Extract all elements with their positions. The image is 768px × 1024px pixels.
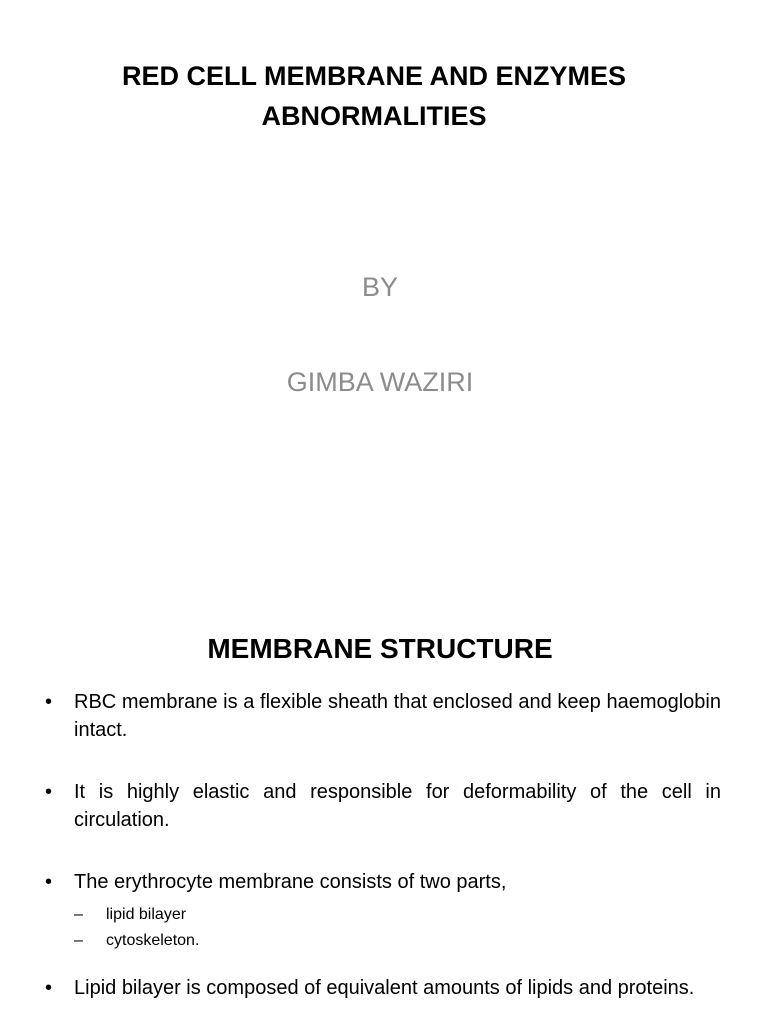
bullet-item bbox=[45, 868, 721, 896]
bullet-dot-icon: • bbox=[45, 781, 53, 803]
bullet-text: The erythrocyte membrane consists of two parts, bbox=[74, 871, 507, 893]
bullet-dot-icon: • bbox=[45, 977, 53, 999]
bullet-item bbox=[45, 974, 721, 1002]
bullet-item bbox=[45, 688, 721, 744]
dash-icon: – bbox=[74, 906, 83, 923]
bullet-text: RBC membrane is a flexible sheath that enclosed and keep haemoglobin intact. bbox=[74, 691, 721, 741]
presentation-title bbox=[60, 56, 688, 136]
bullet-text: Lipid bilayer is composed of equivalent amounts of lipids and proteins. bbox=[74, 977, 695, 999]
sub-bullet-text: cytoskeleton. bbox=[106, 932, 200, 949]
bullet-dot-icon: • bbox=[45, 691, 53, 713]
bullet-list bbox=[45, 688, 721, 1002]
sub-bullet-item bbox=[74, 928, 721, 954]
title-line-2: ABNORMALITIES bbox=[261, 101, 487, 131]
sub-bullet-container bbox=[45, 902, 721, 954]
sub-bullet-list bbox=[45, 902, 721, 954]
sub-bullet-text: lipid bilayer bbox=[106, 906, 187, 923]
dash-icon: – bbox=[74, 932, 83, 949]
author-name: GIMBA WAZIRI bbox=[286, 367, 474, 397]
slide-title: MEMBRANE STRUCTURE bbox=[207, 633, 553, 664]
bullet-dot-icon: • bbox=[45, 871, 53, 893]
bullet-item bbox=[45, 778, 721, 834]
byline-label: BY bbox=[361, 272, 399, 302]
bullet-text: It is highly elastic and responsible for deformability of the cell in circulation. bbox=[74, 781, 721, 831]
sub-bullet-item bbox=[74, 902, 721, 928]
title-line-1: RED CELL MEMBRANE AND ENZYMES bbox=[121, 61, 627, 91]
